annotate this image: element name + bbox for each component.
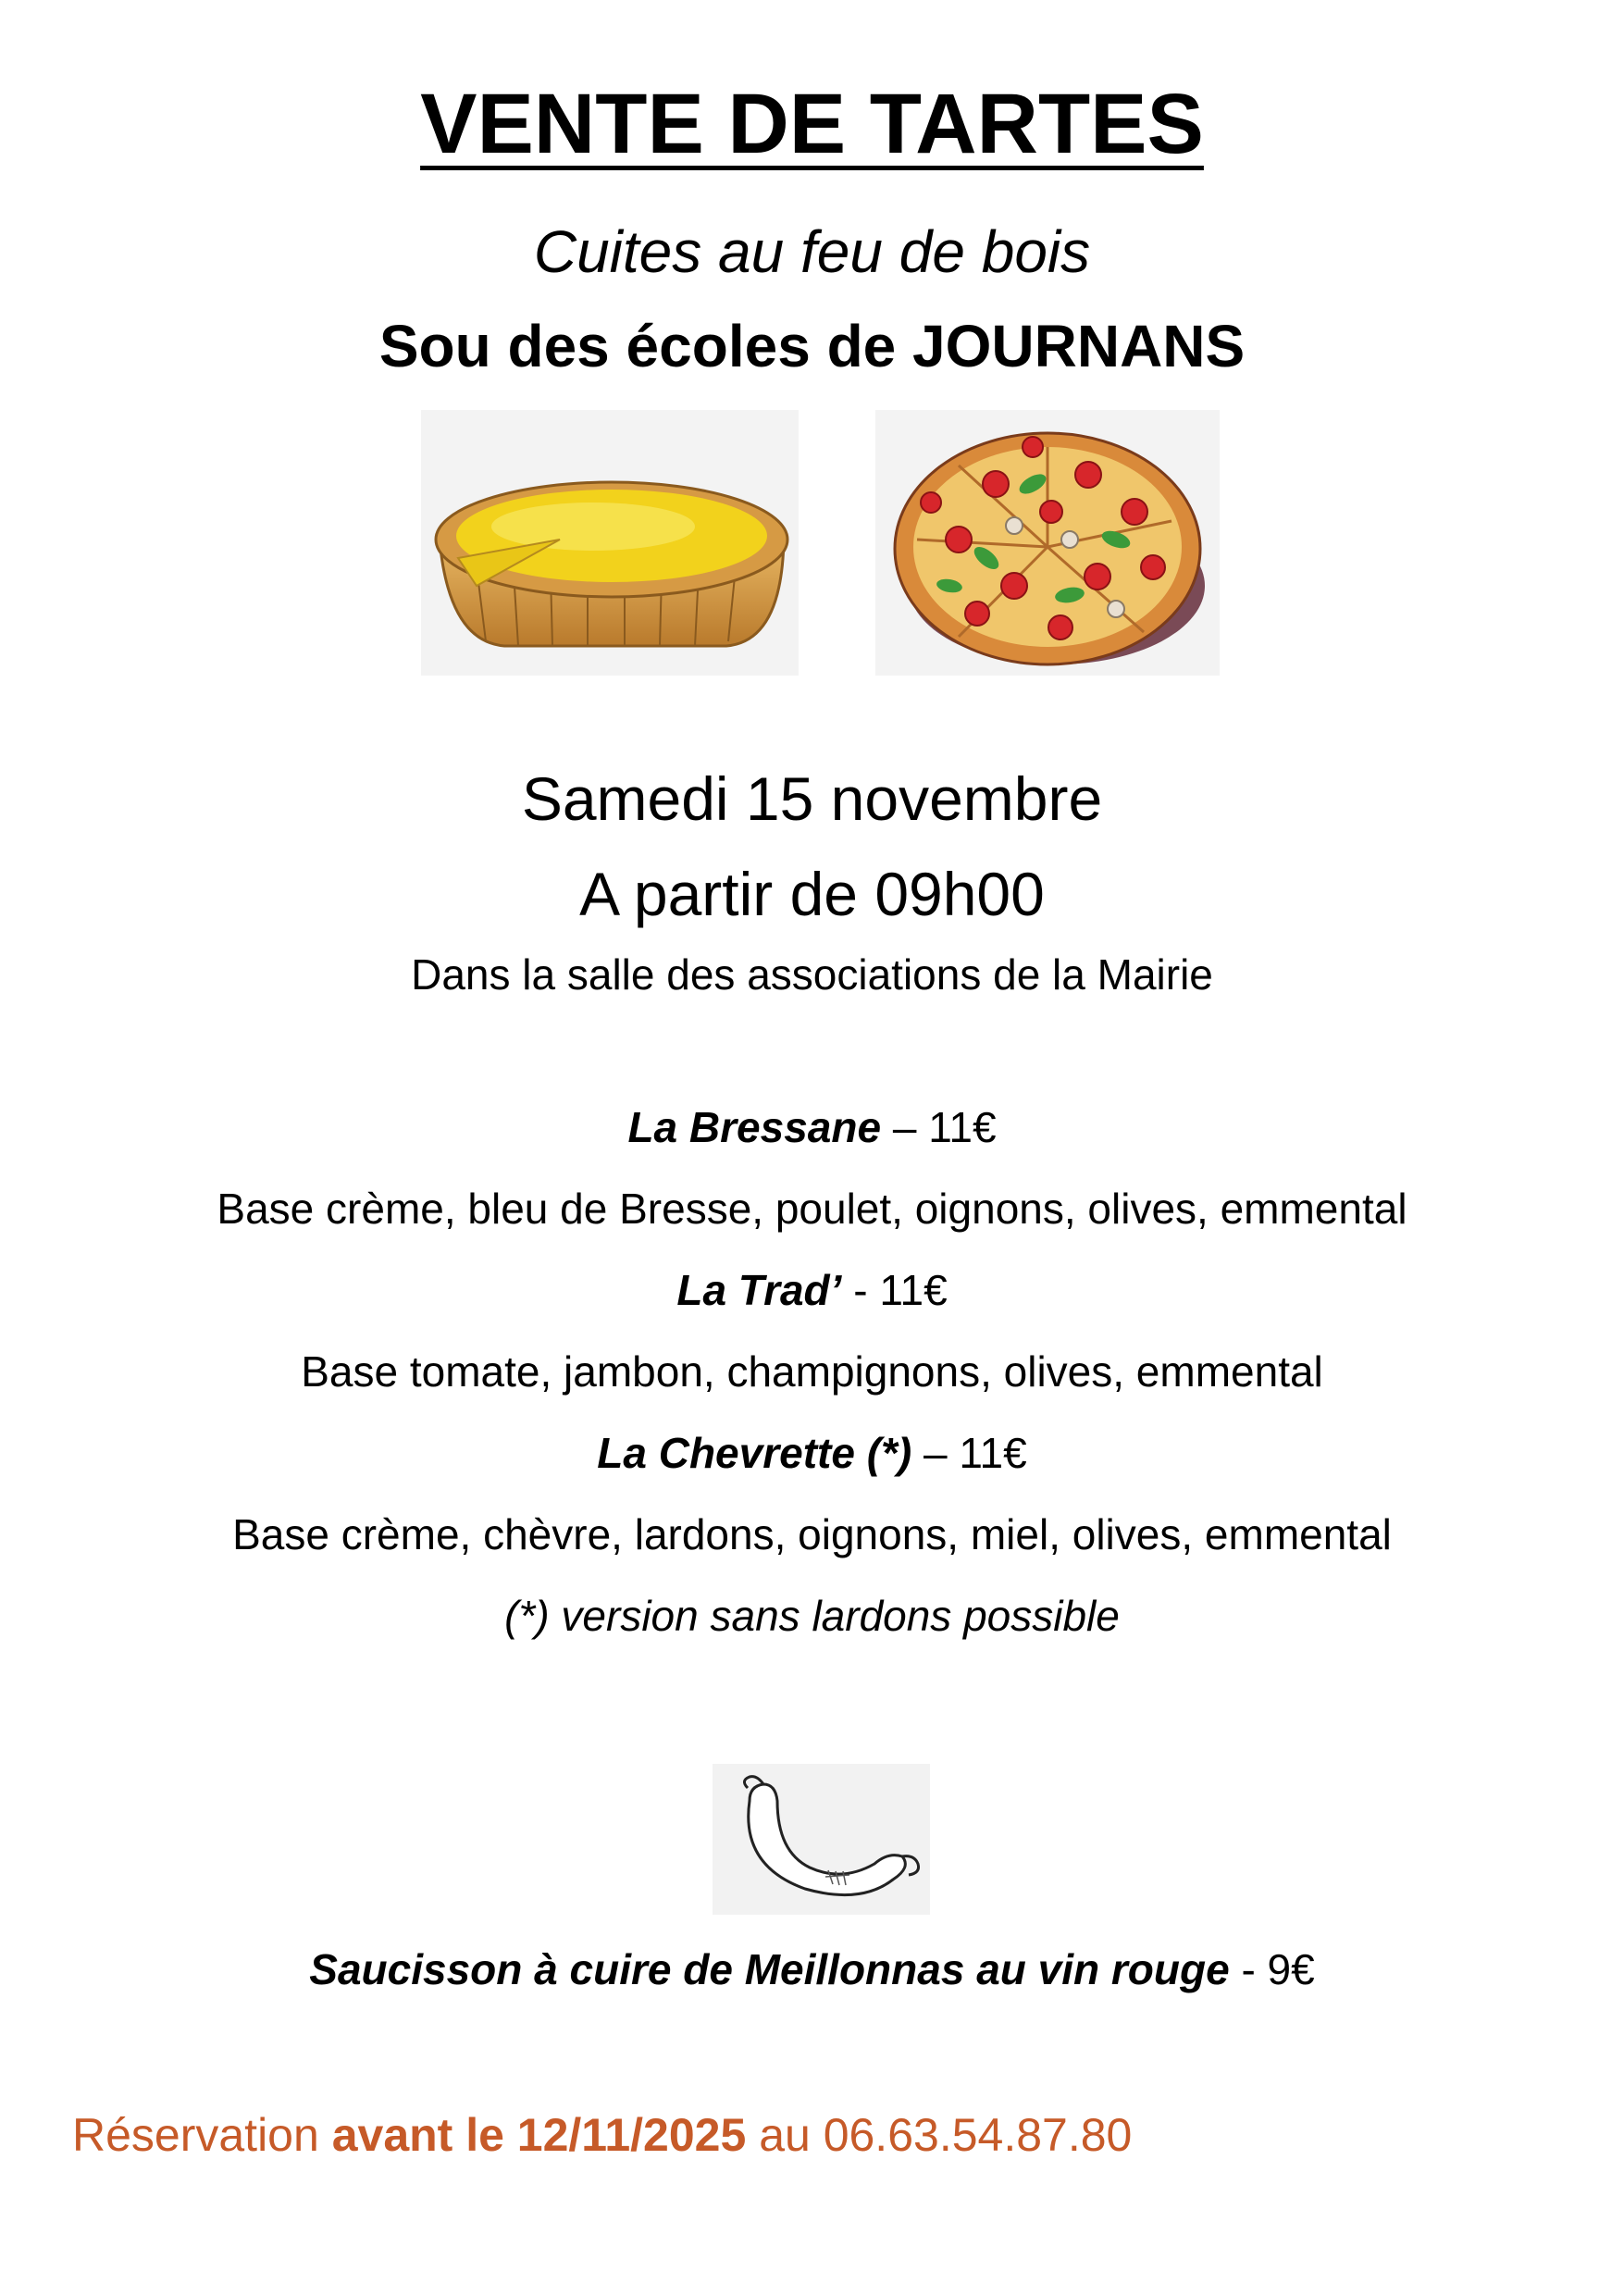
- sausage-price: - 9€: [1229, 1945, 1315, 1993]
- reservation-phone: au 06.63.54.87.80: [746, 2109, 1133, 2161]
- menu-item-bressane: [0, 1103, 1624, 1151]
- event-place: Dans la salle des associations de la Mairie: [411, 950, 1213, 999]
- reservation-info: [72, 2109, 1133, 2161]
- menu-item-name: La Chevrette (*): [597, 1429, 912, 1477]
- subtitle: Cuites au feu de bois: [533, 218, 1091, 285]
- event-date: Samedi 15 novembre: [521, 764, 1103, 833]
- menu-item-description: Base crème, chèvre, lardons, oignons, miel, olives, emmental: [232, 1510, 1392, 1558]
- organizer: Sou des écoles de JOURNANS: [378, 313, 1246, 379]
- pizza-illustration-icon: [875, 410, 1220, 676]
- menu-item-description: Base crème, bleu de Bresse, poulet, oignons, olives, emmental: [217, 1185, 1407, 1233]
- menu-item-price: – 11€: [911, 1429, 1027, 1477]
- menu-item-name: La Bressane: [627, 1103, 882, 1151]
- menu-item-name: La Trad’: [676, 1266, 842, 1314]
- menu-item-description: Base tomate, jambon, champignons, olives, emmental: [301, 1347, 1323, 1396]
- menu-note: (*) version sans lardons possible: [504, 1592, 1120, 1640]
- menu-item-chevrette: [0, 1429, 1624, 1477]
- menu-item-price: - 11€: [841, 1266, 948, 1314]
- sausage-illustration-icon: [713, 1764, 930, 1915]
- tart-illustration-icon: [421, 410, 799, 676]
- sausage-name: Saucisson à cuire de Meillonnas au vin rouge: [309, 1945, 1230, 1993]
- menu-item-trad: [0, 1266, 1624, 1314]
- reservation-deadline: avant le 12/11/2025: [331, 2109, 747, 2161]
- reservation-prefix: Réservation: [72, 2109, 332, 2161]
- page-title: VENTE DE TARTES: [420, 77, 1204, 171]
- menu-item-price: – 11€: [881, 1103, 997, 1151]
- event-time: A partir de 09h00: [579, 860, 1045, 928]
- sausage-item: [0, 1945, 1624, 1993]
